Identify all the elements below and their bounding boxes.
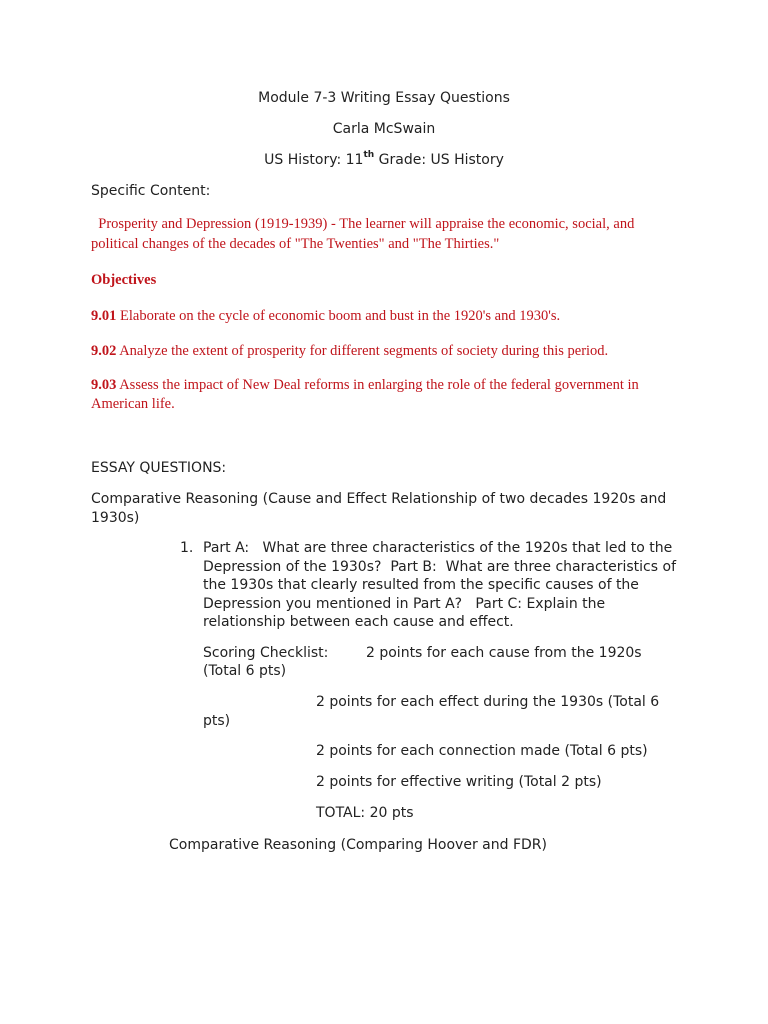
document-title: Module 7-3 Writing Essay Questions bbox=[258, 90, 510, 106]
question-line-5: relationship between each cause and effect. bbox=[203, 614, 514, 630]
objective-9-01 bbox=[91, 307, 560, 325]
objectives-heading: Objectives bbox=[91, 272, 157, 288]
question-line-2: Depression of the 1930s? Part B: What are three characteristics of bbox=[203, 559, 676, 575]
course-suffix: Grade: US History bbox=[374, 152, 504, 168]
objective-9-02 bbox=[91, 342, 608, 360]
author-name: Carla McSwain bbox=[332, 121, 436, 137]
section1-line-2: 1930s) bbox=[91, 510, 140, 526]
objective-text: Elaborate on the cycle of economic boom and bust in the 1920's and 1930's. bbox=[116, 308, 561, 324]
scoring-label: Scoring Checklist: bbox=[203, 645, 329, 661]
section1-line-1: Comparative Reasoning (Cause and Effect Relationship of two decades 1920s and bbox=[91, 491, 667, 507]
specific-content-line-2: political changes of the decades of "The Twenties" and "The Thirties." bbox=[91, 236, 500, 252]
course-prefix: US History: 11 bbox=[264, 152, 364, 168]
scoring-item-1: 2 points for each cause from the 1920s bbox=[366, 645, 642, 661]
scoring-item-2-cont: pts) bbox=[203, 713, 231, 729]
objective-text: Analyze the extent of prosperity for different segments of society during this period. bbox=[116, 343, 609, 359]
essay-heading: ESSAY QUESTIONS: bbox=[91, 460, 227, 476]
question-number: 1. bbox=[180, 540, 194, 556]
question-line-4: Depression you mentioned in Part A? Part C: Explain the bbox=[203, 596, 606, 612]
course-superscript: th bbox=[363, 150, 375, 161]
scoring-item-3: 2 points for each connection made (Total 6 pts) bbox=[316, 743, 648, 759]
scoring-item-4: 2 points for effective writing (Total 2 pts) bbox=[316, 774, 602, 790]
question-line-1: Part A: What are three characteristics of the 1920s that led to the bbox=[203, 540, 673, 556]
specific-content-label: Specific Content: bbox=[91, 183, 211, 199]
course-line bbox=[0, 151, 768, 169]
scoring-item-2: 2 points for each effect during the 1930s (Total 6 bbox=[316, 694, 660, 710]
section2-heading: Comparative Reasoning (Comparing Hoover and FDR) bbox=[169, 837, 547, 853]
objective-code: 9.01 bbox=[91, 308, 117, 324]
objective-9-03 bbox=[91, 376, 639, 394]
objective-code: 9.02 bbox=[91, 343, 117, 359]
objective-code: 9.03 bbox=[91, 377, 117, 393]
objective-9-03-cont: American life. bbox=[91, 396, 175, 412]
scoring-item-1-cont: (Total 6 pts) bbox=[203, 663, 287, 679]
objective-text: Assess the impact of New Deal reforms in enlarging the role of the federal government in bbox=[116, 377, 639, 393]
specific-content-line-1: Prosperity and Depression (1919-1939) - The learner will appraise the economic, social, and bbox=[91, 216, 635, 232]
question-line-3: the 1930s that clearly resulted from the specific causes of the bbox=[203, 577, 639, 593]
scoring-total: TOTAL: 20 pts bbox=[316, 805, 414, 821]
